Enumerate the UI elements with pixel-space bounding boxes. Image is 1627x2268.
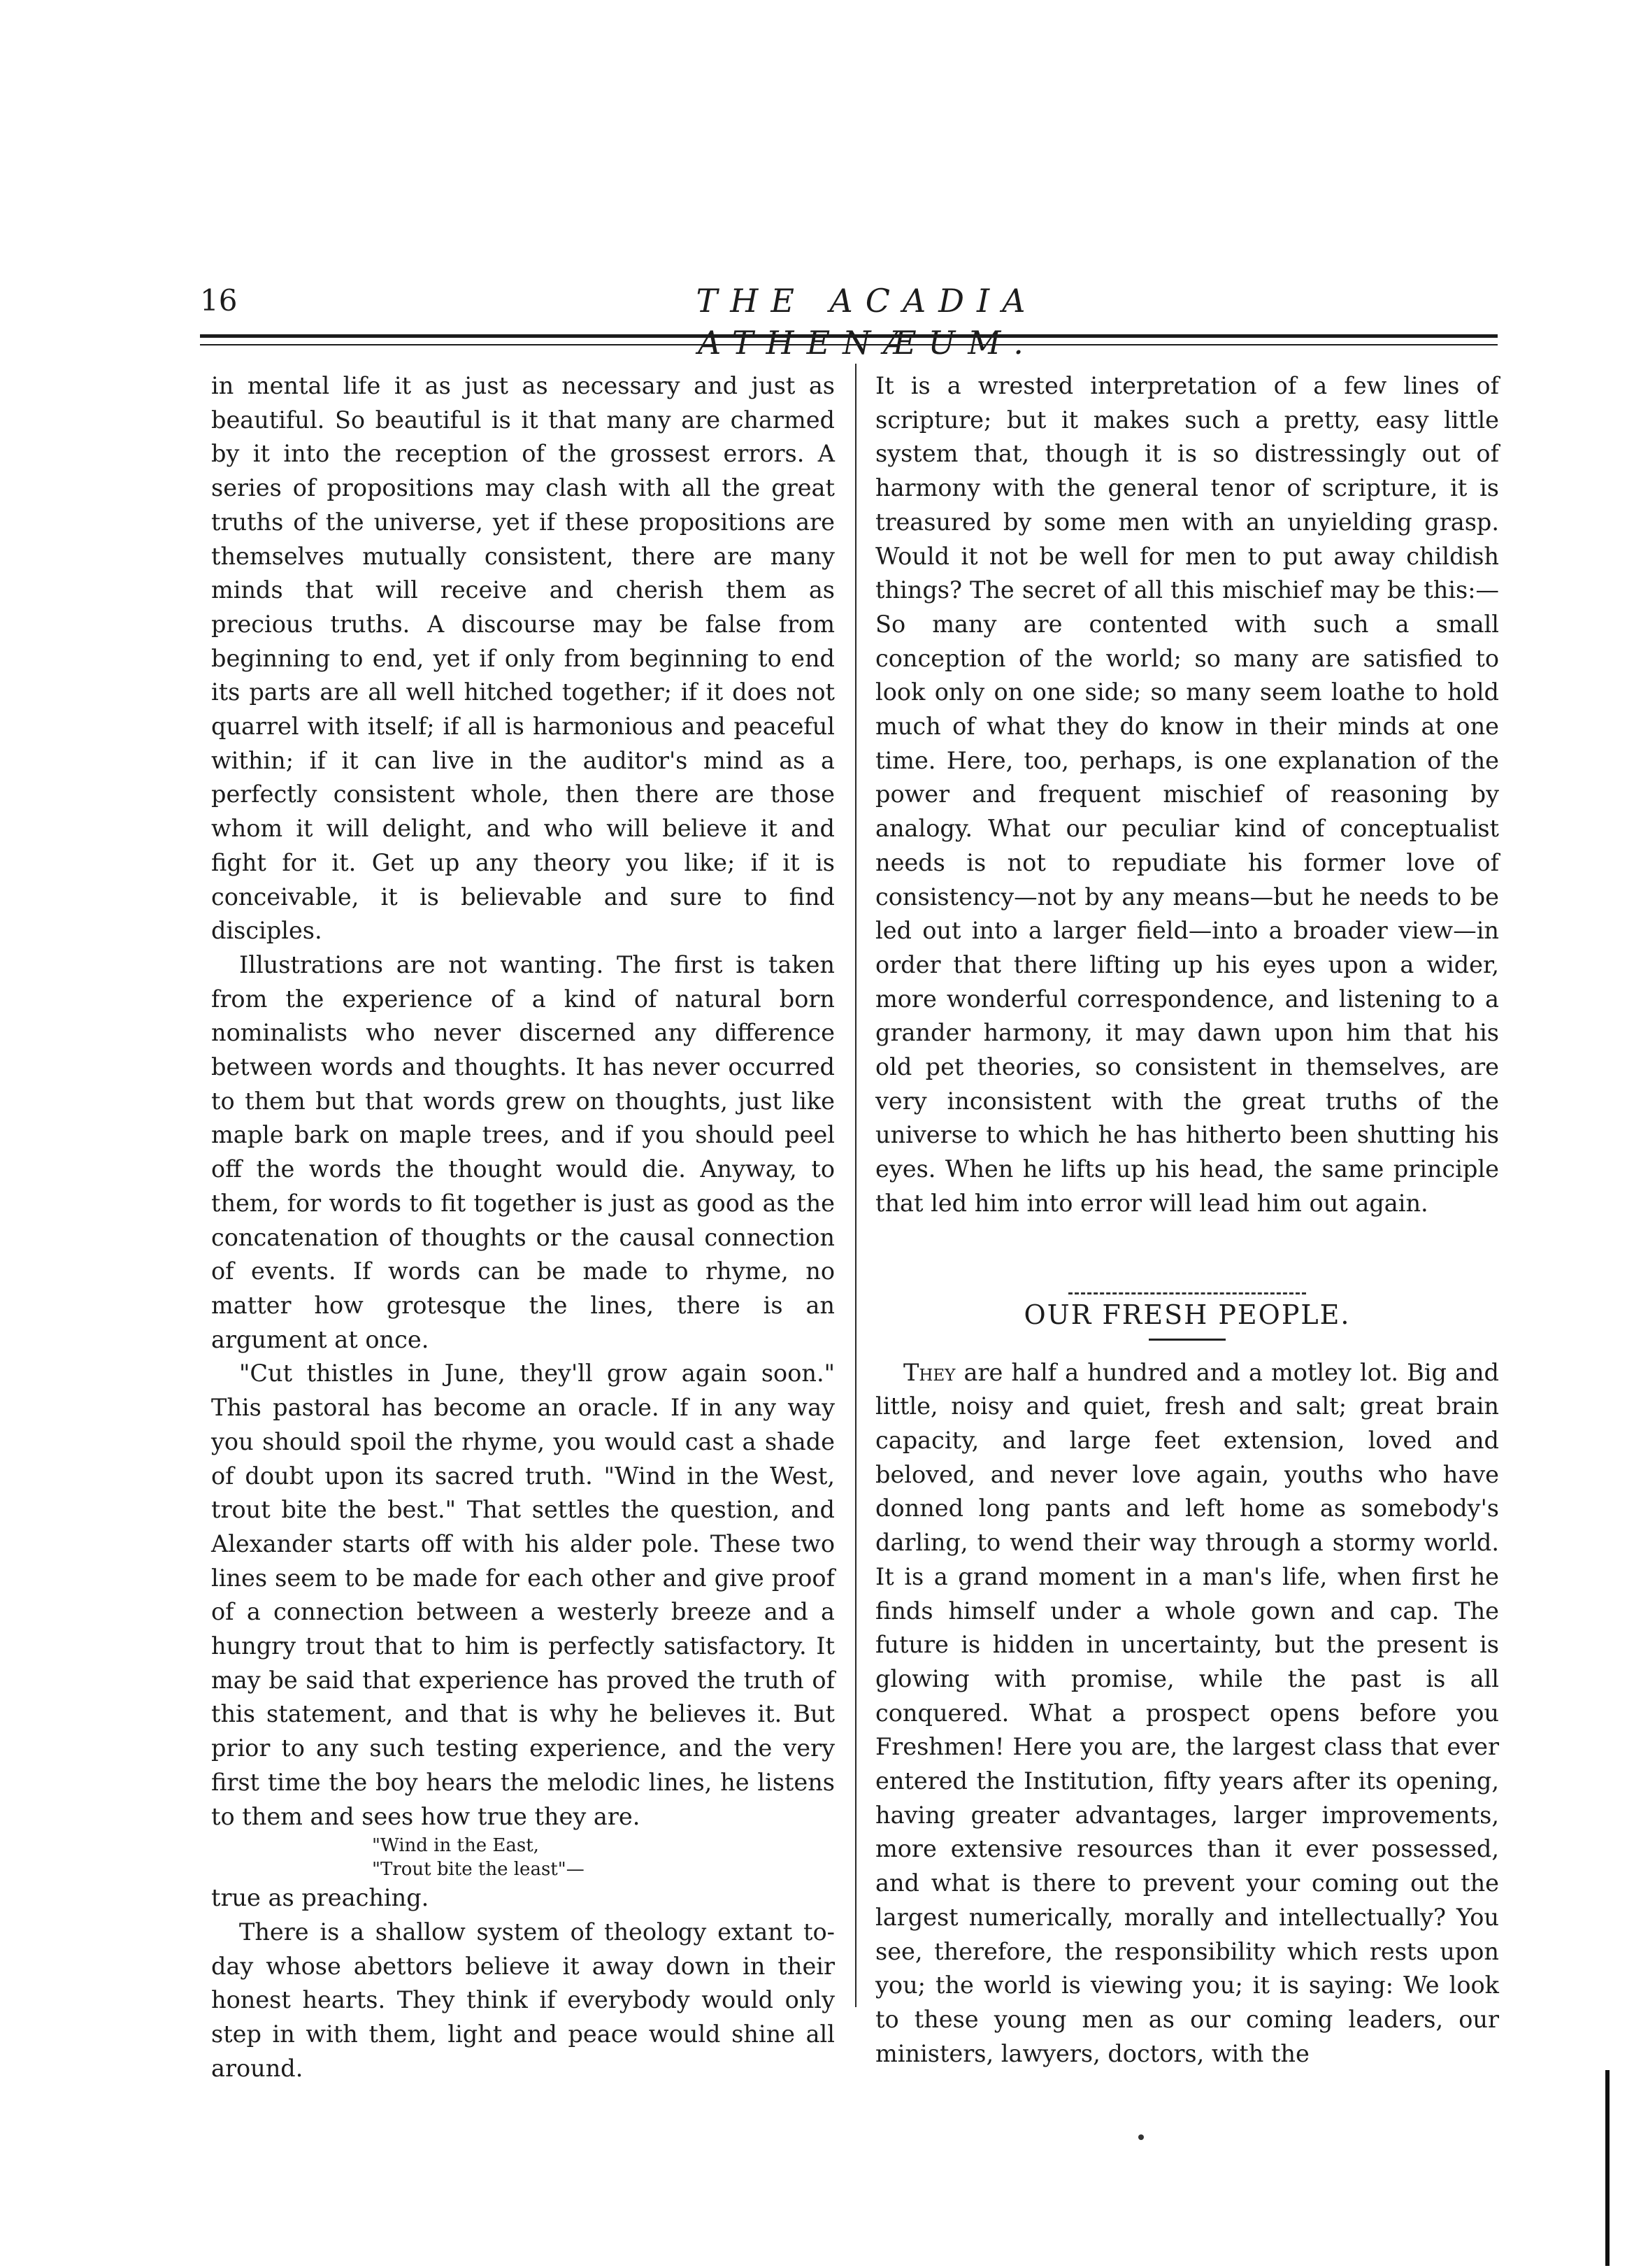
paragraph: in mental life it as just as necessary and just as beautiful. So beautiful is it that many are charmed by it into the reception of the grossest errors. A series of propositions may clash with all the great truths of the universe, yet if these propositions are themselves mutually consistent, there are many minds that will receive and cherish them as precious truths. A discourse may be false from beginning to end, yet if only from beginning to end its parts are all well hitched together; if it does not quarrel with itself; if all is harmonious and peaceful within; if it can live in the auditor's mind as a perfectly consistent whole, then there are those whom it will delight, and who will believe it and fight for it. Get up any theory you like; if it is conceivable, it is believable and sure to find disciples. — [211, 372, 835, 945]
page-edge-mark — [1605, 2070, 1610, 2266]
section-separator — [875, 1270, 1499, 1277]
ink-speck — [1138, 2134, 1144, 2140]
section-body: are half a hundred and a motley lot. Big and little, noisy and quiet, fresh and salt; great brain capacity, and large feet extension, loved and beloved, and never love again, youths who have donned long pants and left home as somebody's darling, to wend their way through a stormy world. It is a grand moment in a man's life, when first he finds himself under a whole gown and cap. The future is hidden in uncertainty, but the present is glowing with promise, while the past is all conquered. What a prospect opens before you Freshmen! Here you are, the largest class that ever entered the Institution, fifty years after its opening, having greater advantages, larger improvements, more extensive resources than it ever possessed, and what is there to prevent your coming out the largest numerically, morally and intellectually? You see, therefore, the responsibility which rests upon you; the world is viewing you; it is saying: We look to these young men as our coming leaders, our ministers, lawyers, doctors, with the — [875, 1358, 1499, 2067]
title-rule — [1149, 1339, 1226, 1341]
running-title: THE ACADIA ATHENÆUM. — [696, 282, 1038, 362]
page-number: 16 — [200, 283, 238, 318]
column-divider — [855, 364, 856, 2007]
page-header — [0, 280, 1627, 362]
paragraph: true as preaching. — [211, 1884, 429, 1912]
paragraph: There is a shallow system of theology extant to-day whose abettors believe it away down in their honest hearts. They think if everybody would only step in with them, light and peace would shine all around. — [211, 1918, 835, 2082]
section-lead: They — [903, 1358, 956, 1386]
left-column — [211, 369, 835, 2085]
paragraph: Illustrations are not wanting. The first is taken from the experience of a kind of natural born nominalists who never discerned any difference between words and thoughts. It has never occurred to them but that words grew on thoughts, just like maple bark on maple trees, and if you should peel off the words the thought would die. Anyway, to them, for words to fit together is just as good as the concatenation of thoughts or the causal connection of events. If words can be made to rhyme, no matter how grotesque the lines, there is an argument at once. — [211, 950, 835, 1353]
verse-line: "Wind in the East, — [372, 1835, 539, 1857]
verse-line: "Trout bite the least"— — [372, 1859, 585, 1881]
paragraph: It is a wrested interpretation of a few lines of scripture; but it makes such a pretty, easy little system that, though it is so distressingly out of harmony with the general tenor of scripture, it is treasured by some men with an unyielding grasp. Would it not be well for men to put away childish things? The secret of all this mischief may be this:—So many are contented with such a small conception of the world; so many are satisfied to look only on one side; so many seem loathe to hold much of what they do know in their minds at one time. Here, too, perhaps, is one explanation of the power and frequent mischief of reasoning by analogy. What our peculiar kind of conceptualist needs is not to repudiate his former love of consistency—not by any means—but he needs to be led out into a larger field—into a broader view—in order that there lifting up his eyes upon a wider, more wonderful correspondence, and listening to a grander harmony, it may dawn upon him that his old pet theories, so consistent in themselves, are very inconsistent with the great truths of the universe to which he has hitherto been shutting his eyes. When he lifts up his head, the same principle that led him into error will lead him out again. — [875, 372, 1499, 1217]
section-title: OUR FRESH PEOPLE. — [1024, 1299, 1351, 1330]
paragraph — [875, 1356, 1499, 2071]
paragraph: "Cut thistles in June, they'll grow again soon." This pastoral has become an oracle. If in any way you should spoil the rhyme, you would cast a shade of doubt upon its sacred truth. "Wind in the West, trout bite the best." That settles the question, and Alexander starts off with his alder pole. These two lines seem to be made for each other and give proof of a connection between a westerly breeze and a hungry trout that to him is perfectly satisfactory. It may be said that experience has proved the truth of this statement, and that is why he believes it. But prior to any such testing experience, and the very first time the boy hears the melodic lines, he listens to them and sees how true they are. — [211, 1360, 835, 1830]
right-column — [875, 369, 1499, 2071]
header-rule-thick — [200, 334, 1498, 338]
header-rule-thin — [200, 344, 1498, 345]
